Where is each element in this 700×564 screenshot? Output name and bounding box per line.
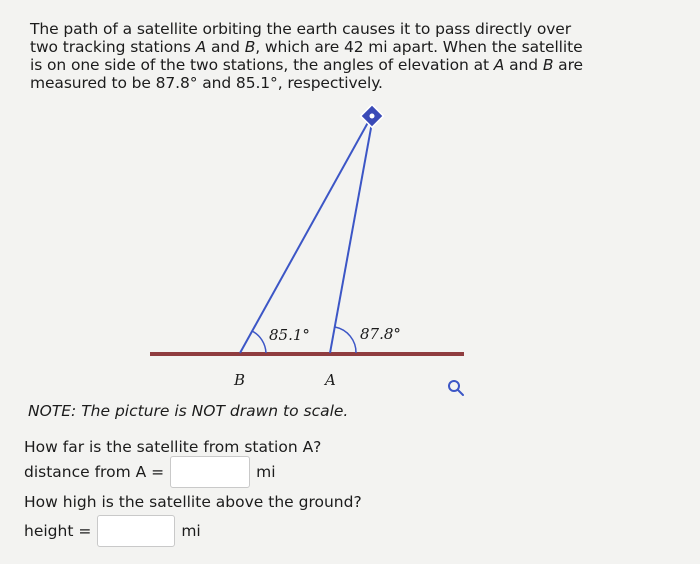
distance-label: distance from A = (24, 463, 165, 481)
station-b-label: B (234, 371, 246, 389)
distance-unit: mi (256, 463, 276, 481)
distance-answer-row (24, 456, 276, 488)
question-1-prompt: How far is the satellite from station A? (24, 438, 322, 456)
angle-arc-a (335, 327, 356, 353)
magnifier-icon[interactable] (446, 378, 468, 400)
angle-a-label: 87.8° (360, 325, 401, 343)
problem-text: , which are 42 mi apart. When the satellite is on one side of the two stations, the angles of elevation at (30, 38, 583, 74)
problem-text: are measured to be 87.8° and 85.1°, respectively. (30, 56, 583, 92)
satellite-icon (361, 105, 384, 128)
distance-input[interactable] (170, 456, 250, 488)
station-a-ref: A (493, 56, 505, 74)
question-2-prompt: How high is the satellite above the ground? (24, 493, 362, 511)
height-input[interactable] (97, 515, 175, 547)
station-a-label: A (325, 371, 336, 389)
height-label: height = (24, 522, 92, 540)
angle-arc-b (252, 331, 266, 353)
angle-b-label: 85.1° (269, 326, 310, 344)
problem-text: The path of a satellite orbiting the earth causes it to pass directly over two tracking stations (30, 20, 571, 56)
problem-text: and (206, 38, 245, 56)
problem-text: and (504, 56, 543, 74)
station-a-ref: A (195, 38, 207, 56)
station-b-ref: B (244, 38, 256, 56)
height-answer-row (24, 515, 201, 547)
station-b-ref: B (542, 56, 554, 74)
note-text: NOTE: The picture is NOT drawn to scale. (28, 402, 349, 420)
height-unit: mi (181, 522, 201, 540)
